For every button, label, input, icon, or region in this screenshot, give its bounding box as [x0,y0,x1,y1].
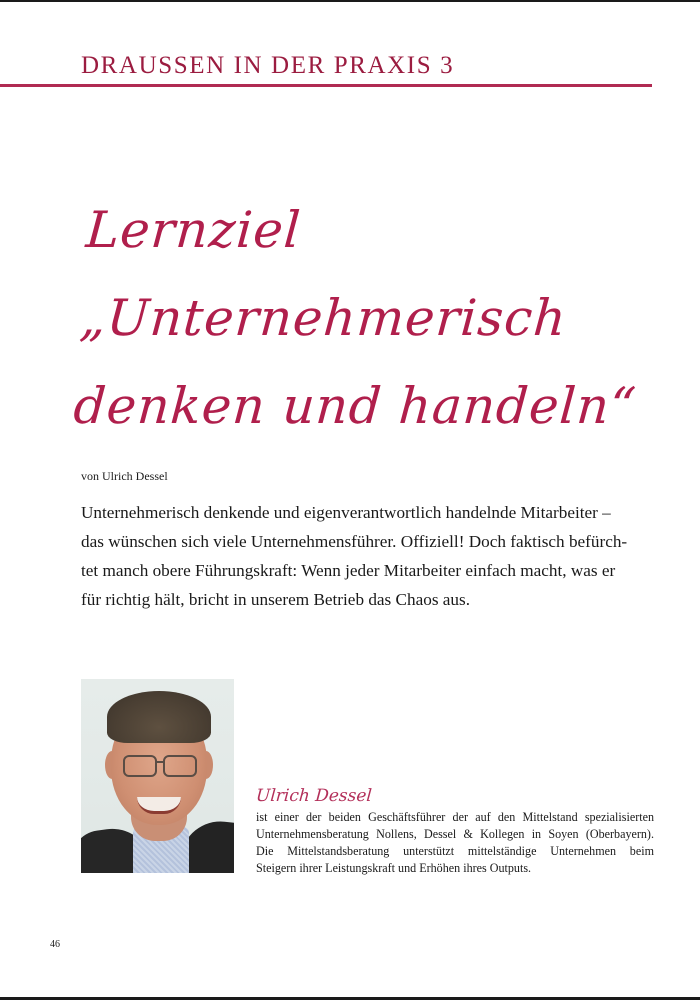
lead-line: tet manch obere Führungskraft: Wenn jeder Mitarbeiter einfach macht, was er [81,561,616,580]
byline: von Ulrich Dessel [81,469,168,483]
author-bio [256,809,654,877]
lead-paragraph [81,498,661,614]
photo-glasses-right [163,755,197,777]
photo-glasses-left [123,755,157,777]
bio-line: ist einer der beiden Geschäftsführer der auf den Mittelstand spezialisierten [256,810,654,824]
headline-line-1: Lernziel [84,200,303,259]
lead-line: für richtig hält, bricht in unserem Betrieb das Chaos aus. [81,590,471,609]
page-number: 46 [50,939,60,950]
bio-line: Die Mittelstandsberatung unterstützt mittelständige Unternehmen beim [256,844,654,858]
photo-glasses-bridge [155,761,163,763]
lead-line: Unternehmerisch denkende und eigenverantwortlich handelnde Mitarbeiter – [81,503,611,522]
author-photo [81,679,234,873]
header-rule [0,84,652,87]
photo-hair [107,691,211,743]
top-border [0,0,700,2]
bio-line: Unternehmensberatung Nollens, Dessel & Kollegen in Soyen (Oberbayern). [256,827,654,841]
headline-line-3: denken und handeln“ [71,376,639,435]
author-name: Ulrich Dessel [255,786,373,806]
lead-line: das wünschen sich viele Unternehmensführer. Offiziell! Doch faktisch befürch- [81,532,628,551]
headline [71,186,689,450]
section-header: DRAUSSEN IN DER PRAXIS 3 [81,52,455,79]
headline-line-2: „Unternehmerisch [77,288,569,347]
bio-line: Steigern ihrer Leistungskraft und Erhöhen ihres Outputs. [256,861,532,875]
